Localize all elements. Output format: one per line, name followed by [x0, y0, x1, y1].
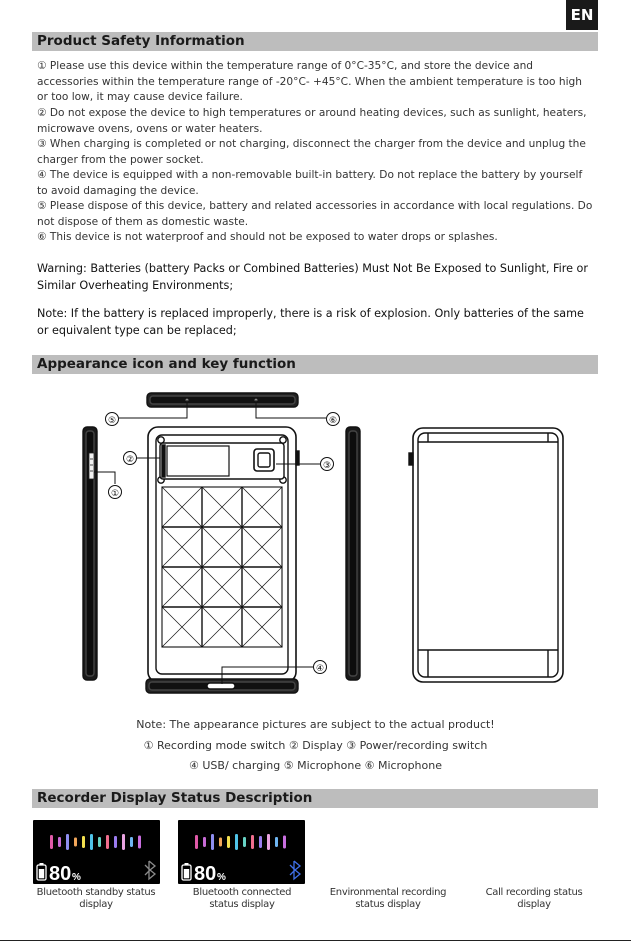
appearance-legend-line1: ① Recording mode switch ② Display ③ Power/recording switch: [143, 739, 488, 752]
safety-item-5: ⑤ Please dispose of this device, battery and related accessories in accordance with local regulations. Do not dispose of them as domestic waste.: [37, 200, 593, 228]
level-bar: [267, 834, 270, 850]
level-bar: [211, 834, 214, 850]
callout-1: ①: [110, 489, 120, 499]
level-bar: [98, 837, 101, 847]
level-bar: [203, 837, 206, 847]
level-bar: [50, 835, 53, 849]
level-bar: [114, 836, 117, 848]
level-bar: [138, 836, 141, 849]
callout-2: ②: [125, 455, 135, 465]
level-bar: [66, 834, 69, 850]
appearance-legend-line2: ④ USB/ charging ⑤ Microphone ⑥ Microphone: [189, 759, 442, 772]
level-bar: [219, 838, 222, 847]
status-label-bt-standby: Bluetooth standby status display: [36, 887, 156, 910]
level-bar: [243, 837, 246, 847]
device-left-side-view: [83, 427, 97, 680]
safety-item-2: ② Do not expose the device to high temperatures or around heating devices, such as sunlight, heaters, microwave ovens, ovens or water heaters.: [37, 107, 587, 135]
section-title-status: Recorder Display Status Description: [32, 789, 598, 808]
battery-percent: 80: [49, 863, 72, 884]
level-bar: [82, 836, 85, 848]
status-screen-bt-connected: [178, 820, 305, 884]
level-bar: [195, 835, 198, 849]
status-screen-graphic: [33, 820, 160, 884]
bottom-rule: [0, 940, 631, 941]
level-bar: [227, 836, 230, 848]
device-appearance-diagram: [0, 385, 631, 715]
section-title-appearance: Appearance icon and key function: [32, 355, 598, 374]
safety-item-1: ① Please use this device within the temperature range of 0°C-35°C, and store the device and accessories within the temperature range of -20°C- +45°C. When the ambient temperature is too high or too low, it may cause device failure.: [37, 60, 582, 103]
bluetooth-icon: [290, 861, 300, 879]
callout-3: ③: [322, 461, 332, 471]
level-bar: [58, 837, 61, 847]
status-screen-bt-standby: [33, 820, 160, 884]
device-top-edge-view: [147, 393, 298, 407]
level-bar: [259, 836, 262, 848]
status-label-environmental: Environmental recording status display: [329, 887, 447, 910]
level-bar: [283, 836, 286, 849]
device-back-view: [409, 428, 563, 682]
safety-item-3: ③ When charging is completed or not charging, disconnect the charger from the device and unplug the charger from the power socket.: [37, 138, 586, 166]
bluetooth-icon: [145, 861, 155, 879]
status-label-call: Call recording status display: [485, 887, 583, 910]
battery-percent-unit: %: [72, 872, 81, 883]
status-label-bt-connected: Bluetooth connected status display: [192, 887, 292, 910]
callout-6: ⑥: [328, 416, 338, 426]
language-tab: EN: [566, 0, 598, 30]
safety-item-6: ⑥ This device is not waterproof and should not be exposed to water drops or splashes.: [37, 231, 498, 243]
appearance-note: Note: The appearance pictures are subject to the actual product!: [136, 718, 495, 731]
device-front-view: [148, 427, 299, 682]
safety-item-4: ④ The device is equipped with a non-removable built-in battery. Do not replace the battery by yourself to avoid damaging the device.: [37, 169, 583, 197]
status-screen-graphic: [178, 820, 305, 884]
level-bar: [275, 837, 278, 847]
level-bar: [106, 835, 109, 849]
device-right-side-view: [346, 427, 360, 680]
battery-note: Note: If the battery is replaced improperly, there is a risk of explosion. Only batteries of the same or equivalent type can be replaced;: [37, 307, 584, 337]
level-bar: [235, 834, 238, 850]
level-bar: [251, 835, 254, 849]
callout-4: ④: [315, 664, 325, 674]
battery-warning: Warning: Batteries (battery Packs or Combined Batteries) Must Not Be Exposed to Sunlight, Fire or Similar Overheating Environments;: [37, 262, 589, 292]
level-bar: [74, 838, 77, 847]
callout-5: ⑤: [107, 416, 117, 426]
level-bar: [90, 834, 93, 850]
section-title-safety: Product Safety Information: [32, 32, 598, 51]
level-bar: [130, 837, 133, 847]
level-bar: [122, 834, 125, 850]
battery-percent-unit: %: [217, 872, 226, 883]
battery-percent: 80: [194, 863, 217, 884]
